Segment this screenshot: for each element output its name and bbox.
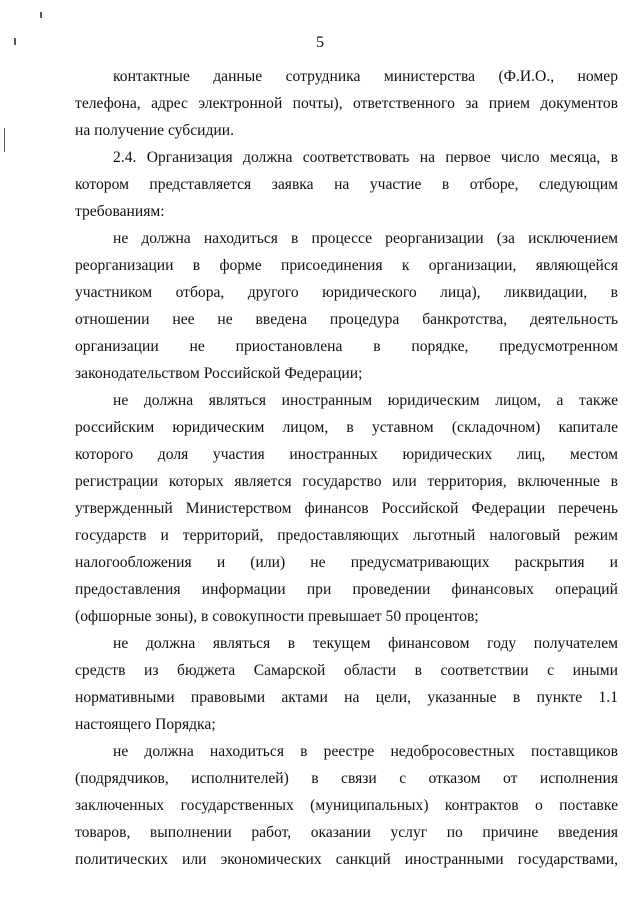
text-line: (подрядчиков, исполнителей) в связи с отказом от исполнения [75, 770, 618, 787]
text-line: не должна являться иностранным юридическим лицом, а также [113, 392, 618, 409]
paragraph [75, 225, 618, 387]
paragraph [75, 144, 618, 225]
paragraph [75, 738, 618, 873]
text-line: государств и территорий, предоставляющих льготный налоговый режим [75, 527, 618, 544]
text-line: (офшорные зоны), в совокупности превышает 50 процентов; [75, 608, 479, 625]
scan-mark [40, 12, 42, 18]
scan-mark [4, 128, 5, 152]
text-line: организации не приостановлена в порядке, предусмотренном [75, 338, 618, 355]
text-line: не должна находиться в реестре недобросовестных поставщиков [113, 743, 618, 760]
text-line: которого доля участия иностранных юридических лиц, местом [75, 446, 618, 463]
text-line: законодательством Российской Федерации; [75, 365, 363, 382]
text-line: отношении нее не введена процедура банкротства, деятельность [75, 311, 618, 328]
text-line: утвержденный Министерством финансов Российской Федерации перечень [75, 500, 618, 517]
paragraph [75, 630, 618, 738]
text-line: российским юридическим лицом, в уставном (складочном) капитале [75, 419, 618, 436]
text-line: политических или экономических санкций иностранными государствами, [75, 851, 618, 868]
paragraph [75, 387, 618, 630]
text-line: налогообложения и (или) не предусматривающих раскрытия и [75, 554, 618, 571]
text-line: товаров, выполнении работ, оказании услуг по причине введения [75, 824, 618, 841]
text-line: котором представляется заявка на участие в отборе, следующим [75, 176, 618, 193]
text-line: требованиям: [75, 203, 165, 220]
text-line: 2.4. Организация должна соответствовать на первое число месяца, в [113, 149, 618, 166]
text-line: средств из бюджета Самарской области в соответствии с иными [75, 662, 618, 679]
text-line: нормативными правовыми актами на цели, указанные в пункте 1.1 [75, 689, 618, 706]
text-line: не должна находиться в процессе реорганизации (за исключением [113, 230, 618, 247]
document-body [75, 63, 618, 873]
text-line: настоящего Порядка; [75, 716, 216, 733]
text-line: участником отбора, другого юридического лица), ликвидации, в [75, 284, 618, 301]
text-line: заключенных государственных (муниципальных) контрактов о поставке [75, 797, 618, 814]
text-line: предоставления информации при проведении финансовых операций [75, 581, 618, 598]
paragraph [75, 63, 618, 144]
text-line: телефона, адрес электронной почты), ответственного за прием документов [75, 95, 618, 112]
text-line: реорганизации в форме присоединения к организации, являющейся [75, 257, 618, 274]
text-line: контактные данные сотрудника министерства (Ф.И.О., номер [113, 68, 618, 85]
text-line: на получение субсидии. [75, 122, 234, 139]
text-line: не должна являться в текущем финансовом году получателем [113, 635, 618, 652]
text-line: регистрации которых является государство или территория, включенные в [75, 473, 618, 490]
page-number: 5 [316, 34, 324, 51]
